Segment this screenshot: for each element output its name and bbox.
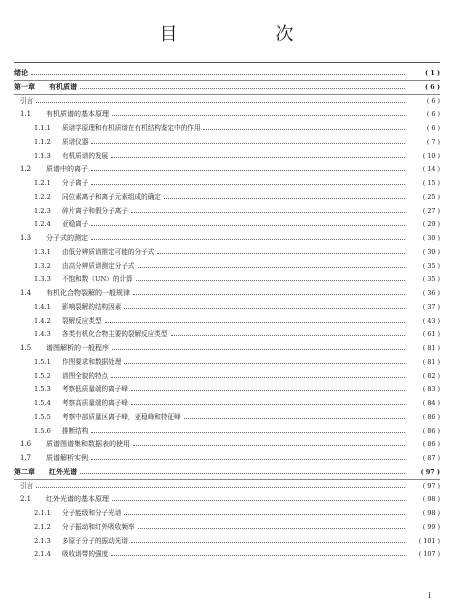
toc-entry-page: ( 97 ) [408, 466, 440, 480]
toc-entry-title: 考察中部质量区离子峰，亚稳峰和特征峰 [62, 412, 181, 421]
toc-entry-number: 1.1 [20, 110, 32, 119]
toc-entry [14, 506, 440, 520]
toc-entry-number: 1.4.2 [34, 316, 51, 325]
toc-entry-title: 红外光谱 [49, 466, 77, 476]
toc-entry-title: 谱图全貌的特点 [62, 371, 109, 380]
toc-entry [14, 176, 440, 190]
toc-entry-number: 1.3.3 [34, 275, 51, 284]
dot-leader [91, 217, 405, 226]
toc-entry-number: 1.1.3 [34, 151, 51, 160]
toc-entry-page: ( 97 ) [408, 480, 440, 494]
toc-entry-page: ( 10 ) [408, 150, 440, 164]
toc-entry [14, 369, 440, 383]
toc-entry-title: 质谱中的离子 [46, 165, 88, 174]
toc-entry [14, 204, 440, 218]
toc-entry-number: 1.3.1 [34, 247, 51, 256]
toc-entry-title: 影响裂解的结构因素 [62, 302, 122, 311]
toc-entry [14, 520, 440, 534]
dot-leader [36, 479, 405, 488]
toc-entry-title: 各类有机化合物主要的裂解反应类型 [62, 330, 168, 339]
toc-entry [14, 341, 440, 355]
toc-entry-number: 1.5.6 [34, 426, 51, 435]
toc-entry-page: ( 84 ) [408, 397, 440, 411]
top-rule [14, 62, 440, 63]
dot-leader [138, 259, 405, 268]
dot-leader [136, 272, 405, 281]
toc-entry-title: 由低分辨质谱推定可能的分子式 [62, 247, 155, 256]
toc-entry-page: ( 98 ) [408, 493, 440, 507]
toc-entry-number: 1.2.3 [34, 206, 51, 215]
dot-leader [112, 341, 405, 350]
dot-leader [124, 300, 405, 309]
toc-entry-title: 亚稳离子 [62, 220, 89, 229]
toc-entry-title: 考察低质量端的离子峰 [62, 385, 128, 394]
toc-entry-title: 裂解反应类型 [62, 316, 102, 325]
toc-entry-page: ( 81 ) [408, 342, 440, 356]
toc-entry-page: ( 36 ) [408, 287, 440, 301]
toc-entry-title: 引言 [20, 481, 34, 490]
dot-leader [184, 410, 405, 419]
dot-leader [80, 465, 405, 474]
toc-entry-number: 1.4.3 [34, 330, 51, 339]
dot-leader [131, 382, 405, 391]
toc-entry [14, 217, 440, 231]
toc-entry [14, 465, 440, 479]
toc-entry [14, 492, 440, 506]
toc-entry-page: ( 30 ) [408, 232, 440, 246]
toc-entry-title: 分子离子 [62, 179, 89, 187]
toc-entry [14, 259, 440, 273]
toc-entry-page: ( 35 ) [408, 260, 440, 274]
toc-entry [14, 286, 440, 300]
toc-entry [14, 94, 440, 108]
page-title: 目 次 [159, 24, 334, 45]
toc-entry-number: 1.5.1 [34, 357, 51, 366]
dot-leader [111, 149, 405, 158]
toc-entry-title: 吸收谱带的强度 [62, 550, 109, 559]
dot-leader [131, 534, 405, 543]
dot-leader [31, 66, 405, 75]
toc-entry-number: 1.2.4 [34, 220, 51, 229]
toc-entry-title: 分子振动和红外吸收频率 [62, 522, 135, 531]
toc-entry-page: ( 83 ) [408, 383, 440, 397]
table-of-contents [14, 66, 440, 561]
toc-entry-page: ( 6 ) [408, 81, 440, 95]
toc-entry-number: 2.1.4 [34, 550, 51, 559]
toc-entry-title: 作图要求和数据处理 [62, 357, 122, 366]
toc-entry [14, 190, 440, 204]
toc-entry-title: 同位素离子和离子元素组成的确定 [62, 192, 161, 201]
dot-leader [91, 135, 405, 144]
toc-entry-title: 谱图解析的一般程序 [46, 344, 109, 352]
dot-leader [203, 121, 405, 130]
toc-entry [14, 327, 440, 341]
toc-entry-number: 1.7 [20, 454, 32, 462]
toc-entry-page: ( 27 ) [408, 205, 440, 219]
toc-entry [14, 534, 440, 548]
dot-leader [112, 492, 405, 501]
dot-leader [91, 231, 405, 240]
toc-entry-title: 质谱学原理和有机质谱在有机结构鉴定中的作用 [62, 124, 201, 132]
page-number: Ⅰ [428, 592, 431, 600]
toc-entry-number: 1.5.4 [34, 399, 51, 407]
dot-leader [105, 314, 405, 323]
toc-entry [14, 382, 440, 396]
toc-entry-page: ( 107 ) [408, 548, 440, 562]
dot-leader [131, 396, 405, 405]
toc-entry-title: 绪论 [14, 68, 28, 77]
toc-entry-number: 1.5.5 [34, 412, 51, 421]
toc-entry-page: ( 30 ) [408, 246, 440, 260]
dot-leader [111, 369, 405, 378]
toc-entry-page: ( 6 ) [408, 108, 440, 122]
dot-leader [80, 80, 405, 89]
toc-entry [14, 424, 440, 438]
toc-entry-title: 质谱仪器 [62, 137, 89, 146]
toc-entry [14, 396, 440, 410]
dot-leader [124, 506, 405, 515]
toc-entry-title: 分子能级和分子光谱 [62, 509, 122, 517]
toc-entry [14, 410, 440, 424]
toc-entry-page: ( 1 ) [408, 67, 440, 81]
toc-entry-number: 2.1 [20, 495, 32, 504]
toc-entry-number: 1.5.2 [34, 371, 51, 380]
dot-leader [133, 437, 405, 446]
toc-entry-page: ( 15 ) [408, 177, 440, 191]
toc-entry-number: 1.3.2 [34, 261, 51, 270]
dot-leader [111, 547, 405, 556]
toc-entry-number: 1.3 [20, 234, 32, 242]
toc-entry [14, 547, 440, 561]
toc-entry-number: 第一章 [14, 81, 35, 91]
toc-entry-title: 碎片离子和假分子离子 [62, 206, 128, 215]
dot-leader [131, 204, 405, 213]
toc-entry [14, 135, 440, 149]
toc-entry-number: 2.1.1 [34, 509, 51, 517]
toc-entry [14, 437, 440, 451]
toc-entry-number: 1.5 [20, 344, 32, 352]
dot-leader [124, 355, 405, 364]
toc-entry-page: ( 86 ) [408, 411, 440, 425]
toc-entry [14, 121, 440, 135]
dot-leader [36, 94, 405, 103]
toc-entry-number: 1.2.1 [34, 179, 51, 187]
toc-entry-title: 分子式的测定 [46, 234, 88, 242]
dot-leader [91, 451, 405, 460]
toc-entry-page: ( 29 ) [408, 218, 440, 232]
toc-entry-number: 2.1.2 [34, 522, 51, 531]
toc-entry-number: 1.2.2 [34, 192, 51, 201]
toc-entry-page: ( 86 ) [408, 425, 440, 439]
toc-entry-title: 推断结构 [62, 426, 89, 435]
toc-entry-number: 1.5.3 [34, 385, 51, 394]
dot-leader [91, 424, 405, 433]
toc-entry-number: 1.1.1 [34, 124, 51, 132]
toc-entry-page: ( 81 ) [408, 356, 440, 370]
toc-entry-page: ( 6 ) [408, 122, 440, 136]
toc-entry-page: ( 98 ) [408, 507, 440, 521]
toc-entry [14, 66, 440, 80]
toc-entry-title: 由高分辨质谱测定分子式 [62, 261, 135, 270]
toc-entry-page: ( 82 ) [408, 370, 440, 384]
toc-entry-page: ( 14 ) [408, 163, 440, 177]
toc-entry [14, 149, 440, 163]
toc-entry-page: ( 37 ) [408, 301, 440, 315]
toc-entry [14, 162, 440, 176]
toc-entry-title: 红外光谱的基本原理 [46, 495, 109, 504]
toc-entry-number: 1.6 [20, 440, 32, 449]
toc-entry [14, 245, 440, 259]
toc-entry-title: 有机质谱的基本原理 [46, 110, 109, 119]
dot-leader [91, 176, 405, 185]
toc-entry-title: 有机化合物裂解的一般规律 [46, 289, 130, 297]
toc-entry [14, 355, 440, 369]
toc-entry-page: ( 25 ) [408, 191, 440, 205]
toc-entry-page: ( 35 ) [408, 273, 440, 287]
dot-leader [112, 107, 405, 116]
toc-entry-number: 1.4 [20, 289, 32, 297]
toc-entry-number: 1.4.1 [34, 302, 51, 311]
toc-entry-number: 2.1.3 [34, 536, 51, 545]
toc-entry-title: 质谱解析实例 [46, 454, 88, 462]
dot-leader [133, 286, 405, 295]
toc-entry-page: ( 7 ) [408, 136, 440, 150]
toc-entry-title: 质谱图谱集和数据表的使用 [46, 440, 130, 449]
dot-leader [164, 190, 405, 199]
toc-entry [14, 272, 440, 286]
toc-entry-page: ( 99 ) [408, 521, 440, 535]
toc-entry-number: 1.2 [20, 165, 32, 174]
toc-entry [14, 479, 440, 493]
toc-entry [14, 314, 440, 328]
dot-leader [171, 327, 406, 336]
dot-leader [138, 520, 405, 529]
toc-entry-title: 不饱和数（UN）的计算 [62, 275, 133, 284]
toc-entry-number: 1.1.2 [34, 137, 51, 146]
toc-entry [14, 300, 440, 314]
toc-entry [14, 80, 440, 94]
toc-entry-title: 有机质谱的发展 [62, 151, 109, 160]
toc-entry-title: 有机质谱 [49, 81, 77, 91]
toc-entry-page: ( 43 ) [408, 315, 440, 329]
toc-entry-page: ( 101 ) [408, 535, 440, 549]
toc-entry-page: ( 86 ) [408, 438, 440, 452]
toc-entry-page: ( 61 ) [408, 328, 440, 342]
toc-entry [14, 231, 440, 245]
toc-entry-title: 引言 [20, 96, 34, 105]
toc-entry-page: ( 6 ) [408, 95, 440, 109]
toc-entry-title: 多原子分子的振动光谱 [62, 536, 128, 545]
toc-entry-page: ( 87 ) [408, 452, 440, 466]
toc-entry [14, 451, 440, 465]
dot-leader [157, 245, 405, 254]
toc-entry [14, 107, 440, 121]
toc-entry-title: 考察高质量端的离子峰 [62, 399, 128, 407]
dot-leader [91, 162, 405, 171]
toc-entry-number: 第二章 [14, 466, 35, 476]
